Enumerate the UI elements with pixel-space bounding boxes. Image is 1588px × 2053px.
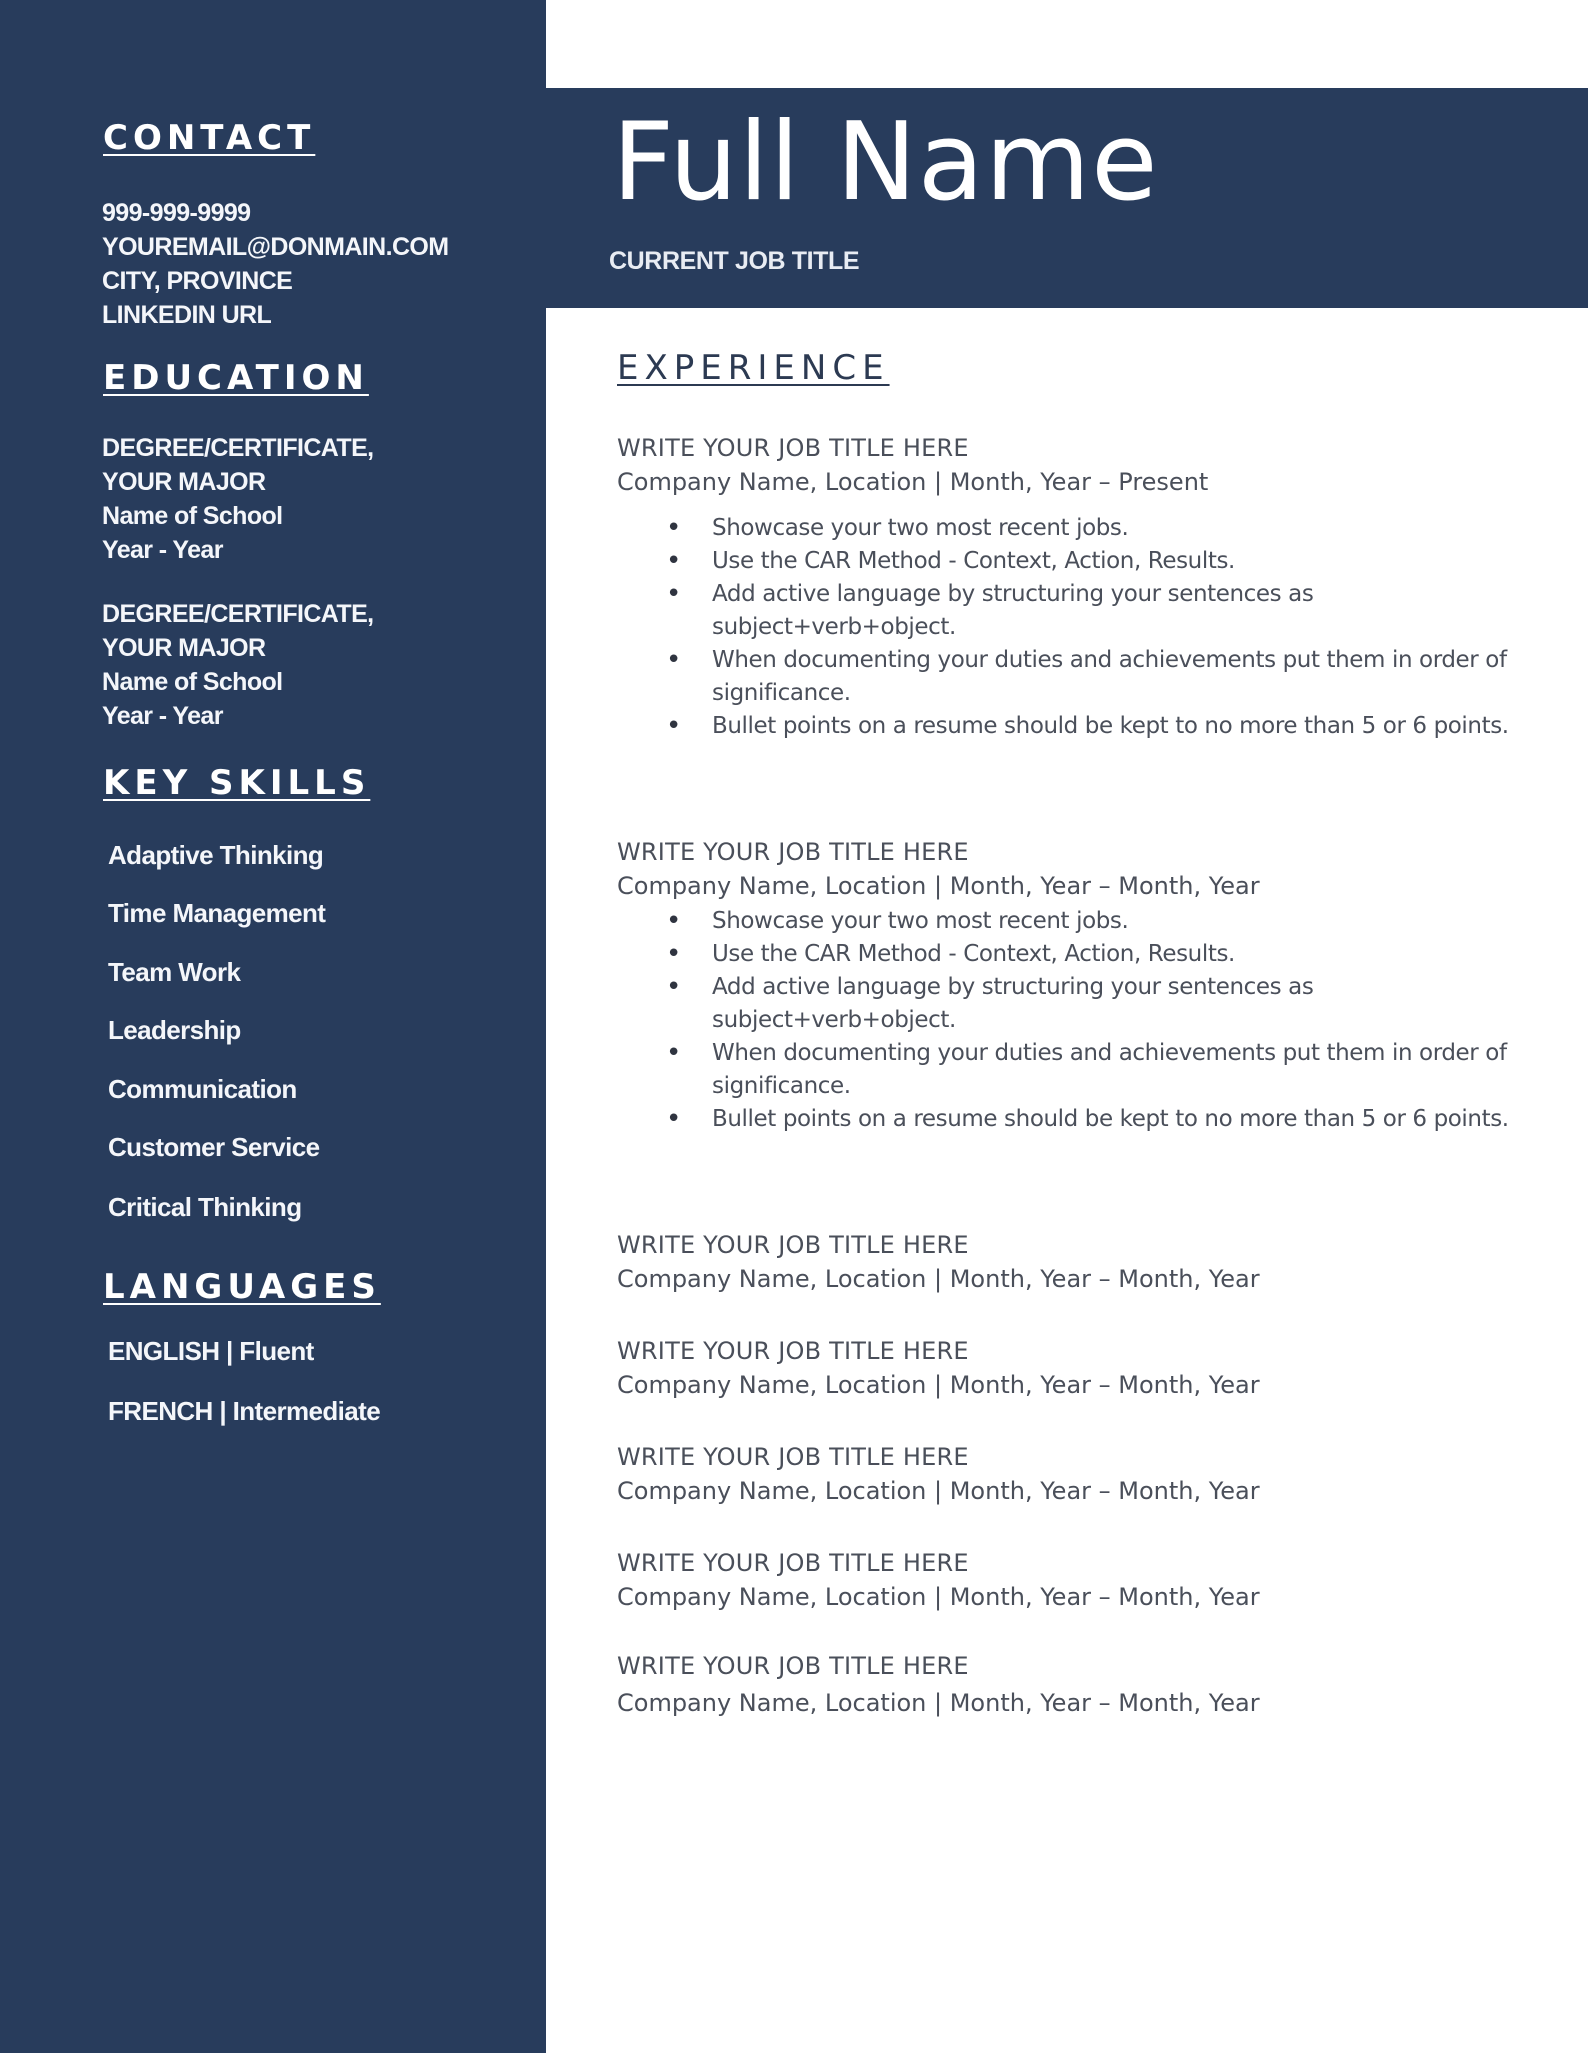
job-meta: Company Name, Location | Month, Year – Month, Year [617,1477,1260,1505]
full-name: Full Name [612,100,1159,225]
bullet-item: • Showcase your two most recent jobs. [660,512,1520,545]
job-meta: Company Name, Location | Month, Year – Month, Year [617,1265,1260,1293]
contact-phone: 999-999-9999 [102,199,251,227]
bullet-item: • When documenting your duties and achievements put them in order of significance. [660,644,1520,710]
experience-heading: EXPERIENCE [617,348,890,388]
contact-location: CITY, PROVINCE [102,267,293,295]
job-meta: Company Name, Location | Month, Year – Month, Year [617,1689,1260,1717]
bullet-item: • Showcase your two most recent jobs. [660,905,1520,938]
skill-item: Team Work [108,957,241,987]
contact-linkedin: LINKEDIN URL [102,301,272,329]
education-school: Name of School [102,502,283,530]
job-meta: Company Name, Location | Month, Year – Month, Year [617,1371,1260,1399]
job-title: WRITE YOUR JOB TITLE HERE [617,1549,969,1577]
education-major: YOUR MAJOR [102,634,266,662]
job-title: WRITE YOUR JOB TITLE HERE [617,1652,969,1680]
job-title: WRITE YOUR JOB TITLE HERE [617,1443,969,1471]
contact-details [102,196,448,332]
education-school: Name of School [102,668,283,696]
job-title: WRITE YOUR JOB TITLE HERE [617,838,969,866]
bullet-item: • Bullet points on a resume should be kept to no more than 5 or 6 points. [660,1103,1520,1136]
job-title: WRITE YOUR JOB TITLE HERE [617,1231,969,1259]
current-job-title: CURRENT JOB TITLE [609,247,860,275]
job-title: WRITE YOUR JOB TITLE HERE [617,434,969,462]
education-major: YOUR MAJOR [102,468,266,496]
languages-heading: LANGUAGES [103,1267,381,1307]
education-degree: DEGREE/CERTIFICATE, [102,600,374,628]
skill-item: Leadership [108,1015,241,1045]
language-item: FRENCH | Intermediate [108,1396,381,1426]
skill-item: Adaptive Thinking [108,840,324,870]
skill-item: Customer Service [108,1132,320,1162]
education-heading: EDUCATION [103,358,369,398]
contact-email: YOUREMAIL@DONMAIN.COM [102,233,449,261]
skills-heading: KEY SKILLS [103,763,371,803]
bullet-item: • Add active language by structuring your sentences as subject+verb+object. [660,578,1520,644]
job-title: WRITE YOUR JOB TITLE HERE [617,1337,969,1365]
job-bullets [660,905,1520,1136]
job-bullets [660,512,1520,743]
bullet-item: • Use the CAR Method - Context, Action, Results. [660,545,1520,578]
job-meta: Company Name, Location | Month, Year – Present [617,468,1209,496]
education-years: Year - Year [102,702,223,730]
bullet-item: • Use the CAR Method - Context, Action, Results. [660,938,1520,971]
contact-heading: CONTACT [103,118,316,158]
language-item: ENGLISH | Fluent [108,1336,314,1366]
bullet-item: • When documenting your duties and achievements put them in order of significance. [660,1037,1520,1103]
skill-item: Critical Thinking [108,1192,302,1222]
bullet-item: • Bullet points on a resume should be kept to no more than 5 or 6 points. [660,710,1520,743]
job-meta: Company Name, Location | Month, Year – Month, Year [617,872,1260,900]
education-degree: DEGREE/CERTIFICATE, [102,434,374,462]
education-entry [102,597,374,733]
skill-item: Time Management [108,898,326,928]
education-entry [102,431,374,567]
bullet-item: • Add active language by structuring your sentences as subject+verb+object. [660,971,1520,1037]
sidebar [0,0,546,2053]
education-years: Year - Year [102,536,223,564]
skill-item: Communication [108,1074,297,1104]
job-meta: Company Name, Location | Month, Year – Month, Year [617,1583,1260,1611]
